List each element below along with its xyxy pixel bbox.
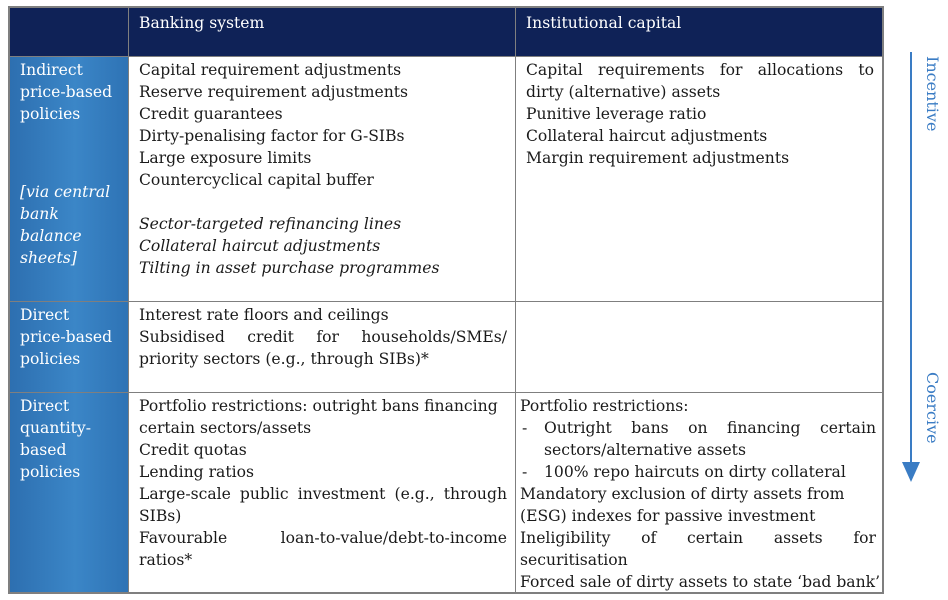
- row3-label-line: policies: [20, 463, 81, 481]
- incentive-coercive-axis: [890, 0, 948, 600]
- list-item: Margin requirement adjustments: [526, 149, 790, 167]
- row2-label-line: policies: [20, 350, 81, 368]
- list-item: Reserve requirement adjustments: [139, 83, 409, 101]
- row1-label-line: policies: [20, 105, 81, 123]
- list-item-italic: Tilting in asset purchase programmes: [139, 259, 440, 277]
- row3-label-line: quantity-: [20, 419, 91, 437]
- list-item: Large exposure limits: [139, 149, 312, 167]
- row1-label-line: Indirect: [20, 61, 83, 79]
- row3-label-line: Direct: [20, 397, 70, 415]
- list-item: Capital requirements for allocations to: [526, 61, 874, 79]
- axis-label-incentive: Incentive: [923, 56, 942, 132]
- list-item: Collateral haircut adjustments: [526, 127, 768, 145]
- dash-bullet: [520, 461, 876, 483]
- list-item: Favourable loan-to-value/debt-to-income: [139, 529, 507, 547]
- list-item: Punitive leverage ratio: [526, 105, 707, 123]
- row2-label-line: price-based: [20, 328, 113, 346]
- list-item: SIBs): [139, 507, 182, 525]
- list-item: Capital requirement adjustments: [139, 61, 402, 79]
- row1-label-note: sheets]: [20, 249, 77, 267]
- row1-label-line: price-based: [20, 83, 113, 101]
- header-institutional-label: Institutional capital: [526, 14, 682, 32]
- row1-label-note: bank: [20, 205, 59, 223]
- row1-banking-cell: [128, 56, 516, 302]
- list-item: Outright bans on financing certain: [544, 419, 876, 437]
- row1-label-note: [via central: [20, 183, 111, 201]
- list-item: Forced sale of dirty assets to state ‘bad bank’: [520, 573, 881, 591]
- row3-institutional-cell: [515, 392, 883, 593]
- list-item: 100% repo haircuts on dirty collateral: [544, 463, 846, 481]
- list-item: Portfolio restrictions: outright bans financing: [139, 397, 498, 415]
- row1-institutional-cell: [515, 56, 883, 302]
- list-item: ratios*: [139, 551, 193, 569]
- dash-marker: -: [522, 419, 528, 437]
- list-item: Lending ratios: [139, 463, 254, 481]
- header-institutional-capital: [515, 7, 883, 57]
- list-item-italic: Sector-targeted refinancing lines: [139, 215, 402, 233]
- list-item: priority sectors (e.g., through SIBs)*: [139, 350, 429, 368]
- header-corner-cell: [9, 7, 129, 57]
- list-item: Credit guarantees: [139, 105, 283, 123]
- row3-label-line: based: [20, 441, 67, 459]
- list-item: Interest rate floors and ceilings: [139, 306, 389, 324]
- header-banking-label: Banking system: [139, 14, 265, 32]
- list-item-italic: Collateral haircut adjustments: [139, 237, 381, 255]
- row-label-direct-quantity-based: [9, 392, 129, 593]
- axis-label-coercive: Coercive: [923, 372, 942, 444]
- list-item: Credit quotas: [139, 441, 247, 459]
- list-item: certain sectors/assets: [139, 419, 312, 437]
- row2-banking-cell: [128, 301, 516, 393]
- dash-marker: -: [522, 463, 528, 481]
- row-label-indirect-price-based: [9, 56, 129, 302]
- row1-label-note: balance: [20, 227, 82, 245]
- row2-institutional-cell: [515, 301, 883, 393]
- row2-label-line: Direct: [20, 306, 70, 324]
- policy-table: [8, 6, 884, 594]
- dash-bullet: [520, 417, 876, 461]
- list-item: Ineligibility of certain assets for: [520, 529, 876, 547]
- list-item: sectors/alternative assets: [544, 441, 746, 459]
- header-banking-system: [128, 7, 516, 57]
- list-item: Mandatory exclusion of dirty assets from: [520, 485, 845, 503]
- list-item: Portfolio restrictions:: [520, 397, 689, 415]
- list-item: securitisation: [520, 551, 628, 569]
- list-item: Dirty-penalising factor for G-SIBs: [139, 127, 405, 145]
- list-item: Large-scale public investment (e.g., through: [139, 485, 507, 503]
- list-item: (ESG) indexes for passive investment: [520, 507, 816, 525]
- row-label-direct-price-based: [9, 301, 129, 393]
- list-item: Countercyclical capital buffer: [139, 171, 374, 189]
- row3-banking-cell: [128, 392, 516, 593]
- list-item: dirty (alternative) assets: [526, 83, 721, 101]
- list-item: Subsidised credit for households/SMEs/: [139, 328, 507, 346]
